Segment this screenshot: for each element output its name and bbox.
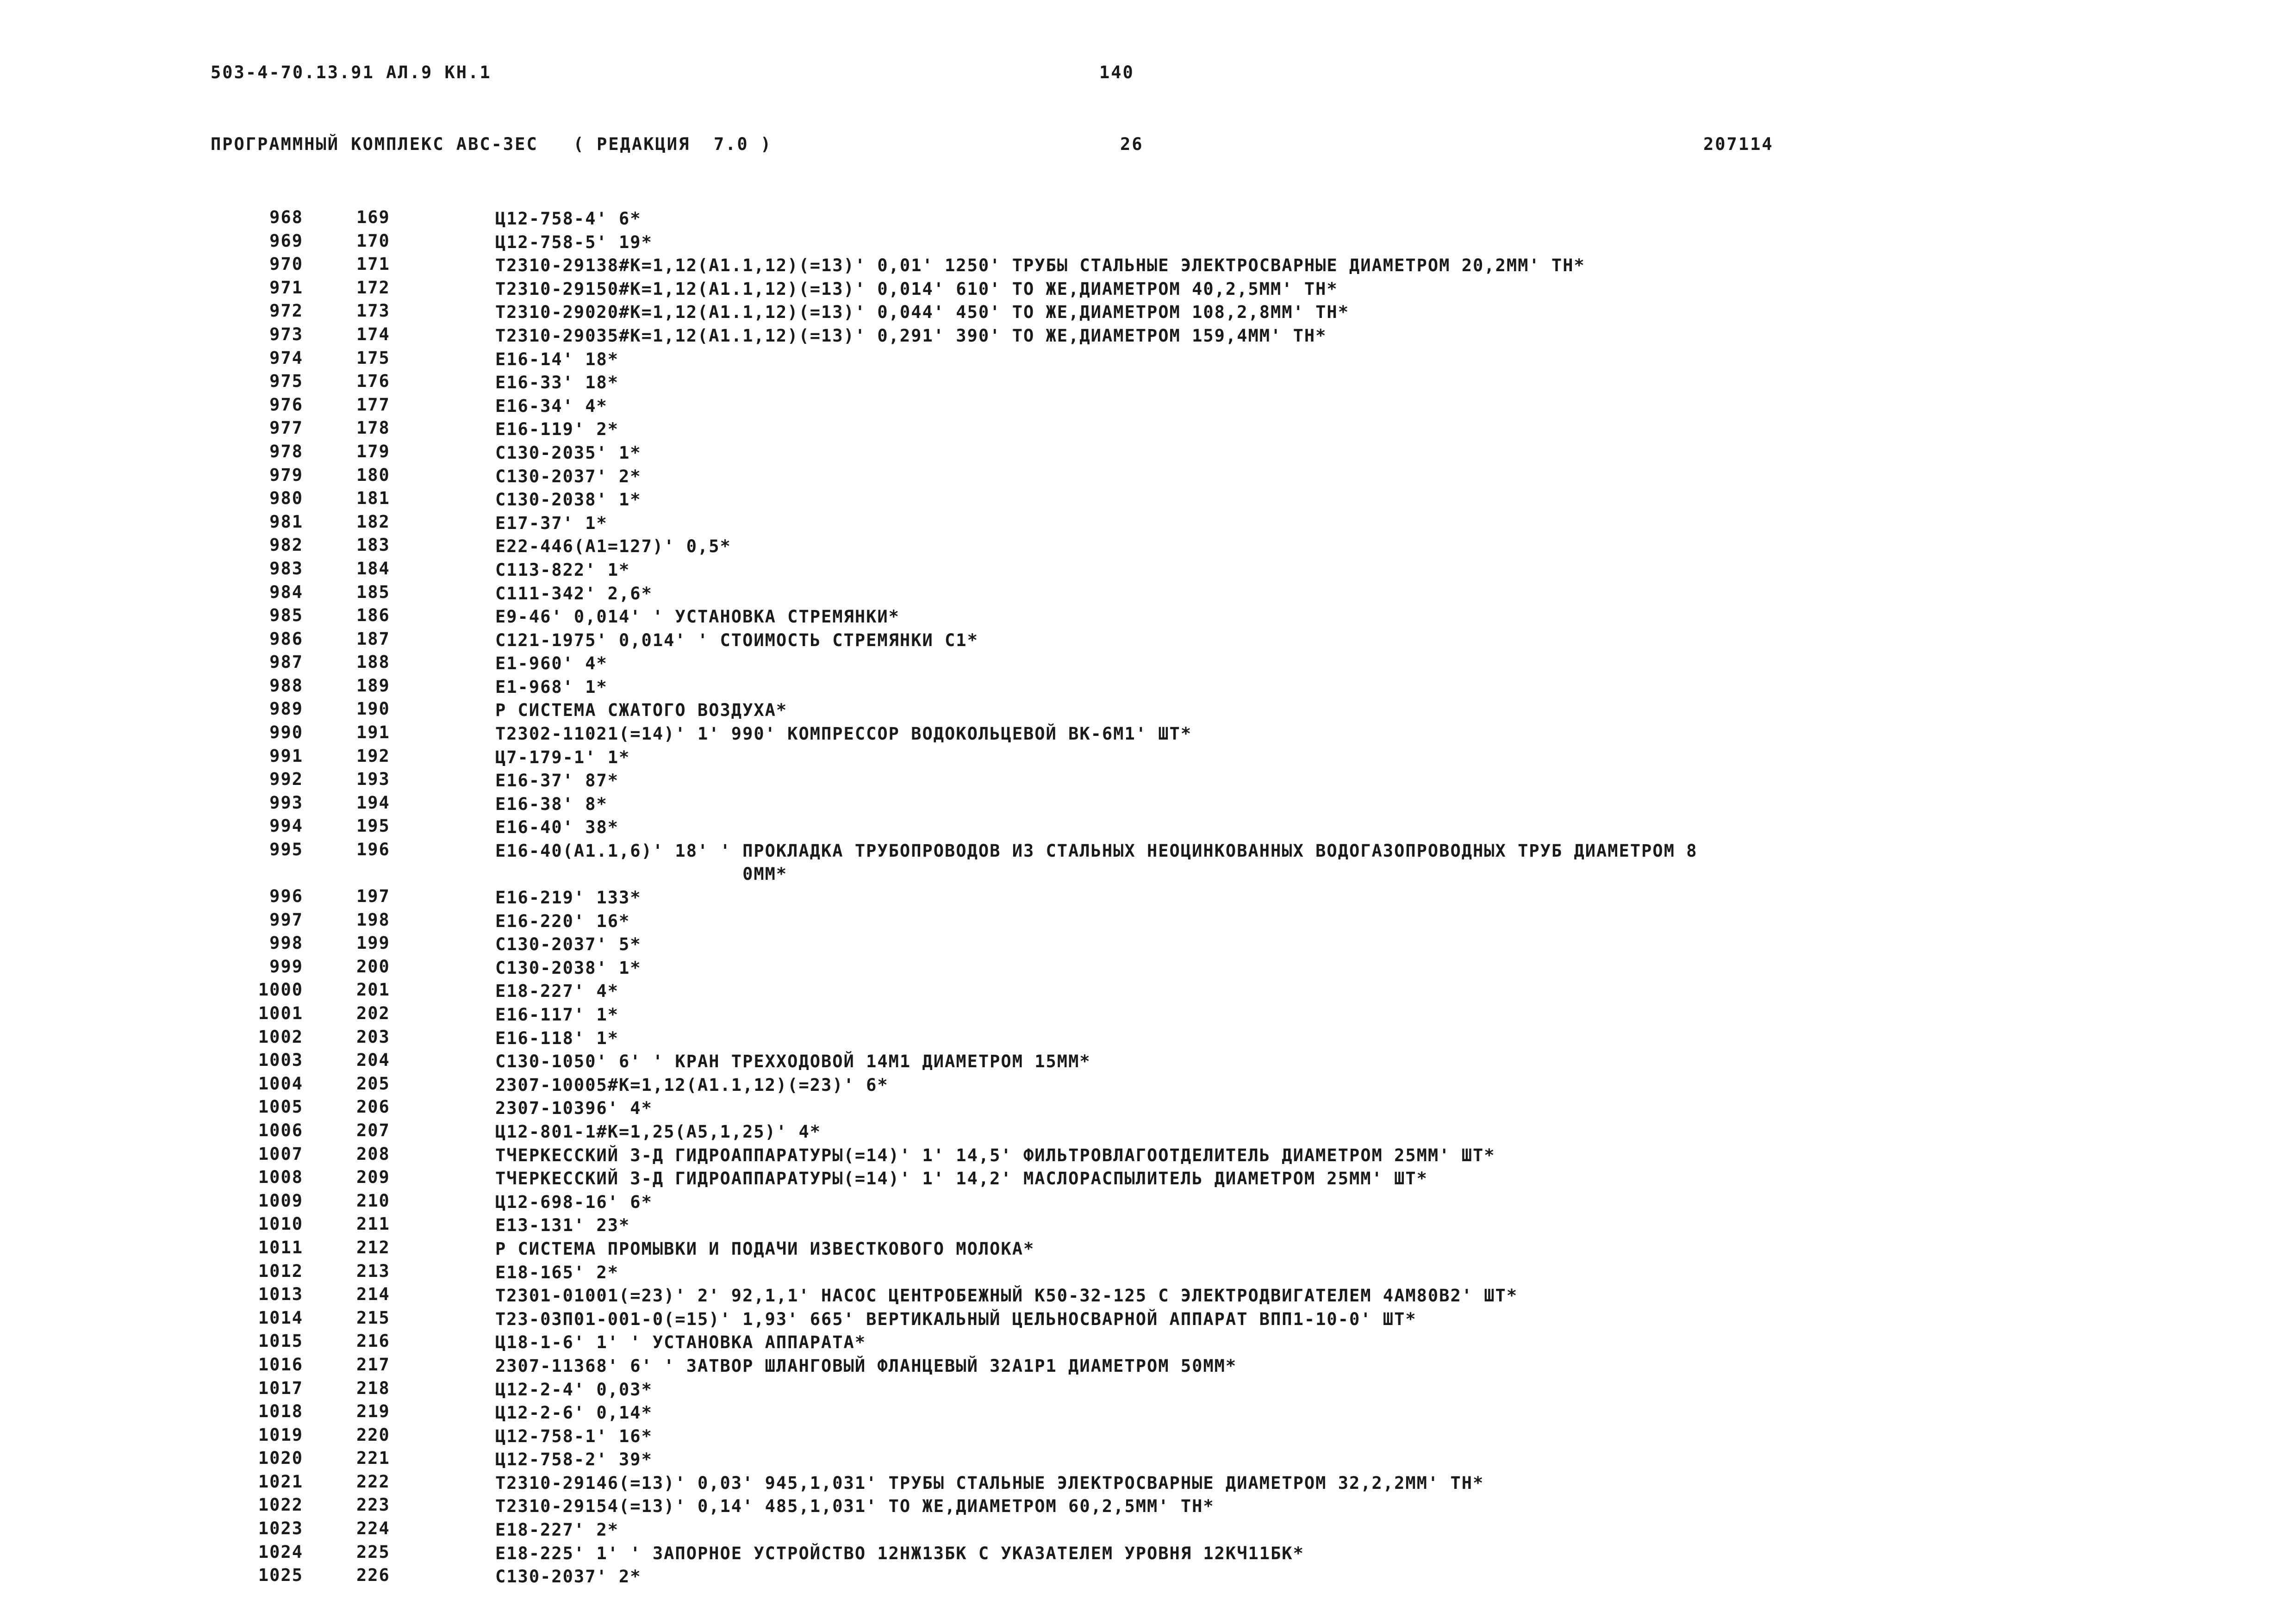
record-text: Е16-37' 87* bbox=[495, 771, 619, 791]
line-number: 977 bbox=[269, 418, 303, 438]
record-number: 187 bbox=[356, 628, 390, 649]
record-number: 183 bbox=[356, 535, 390, 555]
record-text: 2307-10396' 4* bbox=[495, 1098, 653, 1119]
record-number: 180 bbox=[356, 465, 390, 485]
record-number: 172 bbox=[356, 277, 390, 298]
record-number: 177 bbox=[356, 394, 390, 415]
record-number: 181 bbox=[356, 488, 390, 509]
line-number: 1015 bbox=[258, 1331, 303, 1351]
line-number: 1021 bbox=[258, 1471, 303, 1492]
record-text: Ц12-758-5' 19* bbox=[495, 232, 653, 252]
record-number: 182 bbox=[356, 511, 390, 532]
line-number: 993 bbox=[269, 792, 303, 813]
record-text: С130-2037' 5* bbox=[495, 934, 642, 955]
line-number: 990 bbox=[269, 722, 303, 743]
record-number: 169 bbox=[356, 207, 390, 227]
record-number: 198 bbox=[356, 909, 390, 930]
record-number: 215 bbox=[356, 1307, 390, 1328]
record-number: 226 bbox=[356, 1565, 390, 1586]
record-text: Е17-37' 1* bbox=[495, 513, 608, 533]
record-number: 175 bbox=[356, 348, 390, 368]
record-number: 212 bbox=[356, 1237, 390, 1257]
page-number: 140 bbox=[1099, 62, 1134, 82]
record-text: Р СИСТЕМА СЖАТОГО ВОЗДУХА* bbox=[495, 700, 788, 721]
record-text: Е18-225' 1' ' ЗАПОРНОЕ УСТРОЙСТВО 12НЖ13БК С УКАЗАТЕЛЕМ УРОВНЯ 12КЧ11БК* bbox=[495, 1543, 1304, 1563]
record-text: Т2310-29035#К=1,12(А1.1,12)(=13)' 0,291' 390' ТО ЖЕ,ДИАМЕТРОМ 159,4ММ' ТН* bbox=[495, 325, 1327, 346]
line-number: 999 bbox=[269, 956, 303, 977]
record-number: 200 bbox=[356, 956, 390, 977]
record-text: Ц12-2-6' 0,14* bbox=[495, 1403, 653, 1423]
record-text: Ц7-179-1' 1* bbox=[495, 747, 630, 767]
line-number: 1000 bbox=[258, 980, 303, 1000]
record-number: 191 bbox=[356, 722, 390, 743]
line-number: 985 bbox=[269, 605, 303, 626]
line-number: 978 bbox=[269, 441, 303, 461]
record-number: 193 bbox=[356, 769, 390, 790]
record-number: 186 bbox=[356, 605, 390, 626]
record-number: 195 bbox=[356, 816, 390, 836]
line-number: 970 bbox=[269, 254, 303, 274]
record-text: Т2310-29138#К=1,12(А1.1,12)(=13)' 0,01' 1250' ТРУБЫ СТАЛЬНЫЕ ЭЛЕКТРОСВАРНЫЕ ДИАМЕТРОМ 20,2ММ' ТН* bbox=[495, 255, 1585, 276]
line-number: 1009 bbox=[258, 1190, 303, 1211]
line-number: 989 bbox=[269, 699, 303, 719]
line-number: 1007 bbox=[258, 1144, 303, 1164]
line-number: 1022 bbox=[258, 1495, 303, 1515]
record-number: 184 bbox=[356, 558, 390, 579]
record-number: 202 bbox=[356, 1003, 390, 1023]
record-text: Т2310-29154(=13)' 0,14' 485,1,031' ТО ЖЕ,ДИАМЕТРОМ 60,2,5ММ' ТН* bbox=[495, 1496, 1215, 1517]
record-text: Е18-227' 2* bbox=[495, 1520, 619, 1540]
record-text: Е16-14' 18* bbox=[495, 349, 619, 369]
line-number: 1003 bbox=[258, 1050, 303, 1070]
record-text: С130-2035' 1* bbox=[495, 442, 642, 463]
record-number: 178 bbox=[356, 418, 390, 438]
line-number: 997 bbox=[269, 909, 303, 930]
line-number: 1011 bbox=[258, 1237, 303, 1257]
record-number: 208 bbox=[356, 1144, 390, 1164]
line-number: 1013 bbox=[258, 1284, 303, 1305]
record-number: 220 bbox=[356, 1425, 390, 1445]
record-number: 218 bbox=[356, 1378, 390, 1398]
record-text: С130-2037' 2* bbox=[495, 1567, 642, 1587]
record-text: С130-2038' 1* bbox=[495, 490, 642, 510]
line-number: 995 bbox=[269, 840, 303, 860]
record-text: 2307-11368' 6' ' ЗАТВОР ШЛАНГОВЫЙ ФЛАНЦЕВЫЙ 32А1Р1 ДИАМЕТРОМ 50ММ* bbox=[495, 1356, 1237, 1376]
record-text: Е18-227' 4* bbox=[495, 981, 619, 1002]
line-number: 983 bbox=[269, 558, 303, 579]
record-number: 223 bbox=[356, 1495, 390, 1515]
record-number: 204 bbox=[356, 1050, 390, 1070]
sheet-number: 26 bbox=[1120, 134, 1144, 154]
record-text: Е1-960' 4* bbox=[495, 653, 608, 674]
line-number: 1008 bbox=[258, 1167, 303, 1188]
record-number: 217 bbox=[356, 1354, 390, 1375]
record-number: 196 bbox=[356, 840, 390, 860]
record-text: 2307-10005#К=1,12(А1.1,12)(=23)' 6* bbox=[495, 1075, 889, 1095]
line-number: 1020 bbox=[258, 1448, 303, 1468]
record-text: Ц12-698-16' 6* bbox=[495, 1192, 653, 1212]
record-number: 199 bbox=[356, 933, 390, 953]
record-number: 224 bbox=[356, 1518, 390, 1539]
line-number: 1024 bbox=[258, 1542, 303, 1562]
document-code: 503-4-70.13.91 АЛ.9 КН.1 bbox=[211, 62, 492, 82]
record-text: Ц12-758-1' 16* bbox=[495, 1426, 653, 1446]
record-number: 192 bbox=[356, 746, 390, 766]
record-text: Е1-968' 1* bbox=[495, 677, 608, 697]
line-number: 1019 bbox=[258, 1425, 303, 1445]
line-number: 971 bbox=[269, 277, 303, 298]
line-number: 980 bbox=[269, 488, 303, 509]
record-number: 209 bbox=[356, 1167, 390, 1188]
line-number: 1012 bbox=[258, 1261, 303, 1281]
line-number: 1002 bbox=[258, 1027, 303, 1047]
record-text: Е16-219' 133* bbox=[495, 888, 642, 908]
record-text: Т2310-29146(=13)' 0,03' 945,1,031' ТРУБЫ СТАЛЬНЫЕ ЭЛЕКТРОСВАРНЫЕ ДИАМЕТРОМ 32,2,2ММ' ТН* bbox=[495, 1473, 1484, 1493]
record-text: Е16-117' 1* bbox=[495, 1005, 619, 1025]
record-text: Е13-131' 23* bbox=[495, 1215, 630, 1236]
line-number: 1025 bbox=[258, 1565, 303, 1586]
record-text: С130-1050' 6' ' КРАН ТРЕХХОДОВОЙ 14М1 ДИАМЕТРОМ 15ММ* bbox=[495, 1052, 1091, 1072]
record-number: 173 bbox=[356, 301, 390, 321]
record-number: 201 bbox=[356, 980, 390, 1000]
record-text: Р СИСТЕМА ПРОМЫВКИ И ПОДАЧИ ИЗВЕСТКОВОГО МОЛОКА* bbox=[495, 1238, 1035, 1259]
line-number: 972 bbox=[269, 301, 303, 321]
line-number: 1014 bbox=[258, 1307, 303, 1328]
record-text: Ц12-2-4' 0,03* bbox=[495, 1379, 653, 1400]
record-number: 185 bbox=[356, 582, 390, 602]
record-number: 174 bbox=[356, 324, 390, 344]
document-id: 207114 bbox=[1703, 134, 1774, 154]
record-number: 219 bbox=[356, 1401, 390, 1422]
record-number: 171 bbox=[356, 254, 390, 274]
line-number: 986 bbox=[269, 628, 303, 649]
line-number: 998 bbox=[269, 933, 303, 953]
record-number: 205 bbox=[356, 1073, 390, 1094]
record-number: 211 bbox=[356, 1214, 390, 1234]
record-number: 213 bbox=[356, 1261, 390, 1281]
line-number: 992 bbox=[269, 769, 303, 790]
record-number: 221 bbox=[356, 1448, 390, 1468]
record-text: С121-1975' 0,014' ' СТОИМОСТЬ СТРЕМЯНКИ С1* bbox=[495, 630, 978, 650]
line-number: 979 bbox=[269, 465, 303, 485]
record-text: Ц12-758-4' 6* bbox=[495, 209, 642, 229]
line-number: 1017 bbox=[258, 1378, 303, 1398]
line-number: 994 bbox=[269, 816, 303, 836]
record-text: Е18-165' 2* bbox=[495, 1262, 619, 1282]
line-number: 987 bbox=[269, 652, 303, 672]
line-number: 1004 bbox=[258, 1073, 303, 1094]
record-number: 179 bbox=[356, 441, 390, 461]
record-text: Т2310-29020#К=1,12(А1.1,12)(=13)' 0,044' 450' ТО ЖЕ,ДИАМЕТРОМ 108,2,8ММ' ТН* bbox=[495, 302, 1349, 323]
line-number: 996 bbox=[269, 886, 303, 907]
record-number: 203 bbox=[356, 1027, 390, 1047]
record-number: 207 bbox=[356, 1120, 390, 1140]
record-number: 216 bbox=[356, 1331, 390, 1351]
record-text: ТЧЕРКЕССКИЙ З-Д ГИДРОАППАРАТУРЫ(=14)' 1' 14,2' МАСЛОРАСПЫЛИТЕЛЬ ДИАМЕТРОМ 25ММ' ШТ* bbox=[495, 1169, 1428, 1189]
line-number: 982 bbox=[269, 535, 303, 555]
record-text: Ц12-758-2' 39* bbox=[495, 1450, 653, 1470]
line-number: 973 bbox=[269, 324, 303, 344]
record-number: 188 bbox=[356, 652, 390, 672]
record-text: Е16-119' 2* bbox=[495, 419, 619, 440]
record-number: 176 bbox=[356, 371, 390, 392]
line-number: 1006 bbox=[258, 1120, 303, 1140]
line-number: 1023 bbox=[258, 1518, 303, 1539]
line-number: 1010 bbox=[258, 1214, 303, 1234]
line-number: 1005 bbox=[258, 1097, 303, 1117]
line-number: 974 bbox=[269, 348, 303, 368]
record-text: Е22-446(А1=127)' 0,5* bbox=[495, 536, 731, 557]
record-text: Е16-40' 38* bbox=[495, 817, 619, 838]
record-number: 206 bbox=[356, 1097, 390, 1117]
record-number: 189 bbox=[356, 675, 390, 696]
program-title: ПРОГРАММНЫЙ КОМПЛЕКС АВС-3ЕС ( РЕДАКЦИЯ 7.0 ) bbox=[211, 134, 773, 154]
record-number: 214 bbox=[356, 1284, 390, 1305]
line-number: 968 bbox=[269, 207, 303, 227]
line-number: 969 bbox=[269, 230, 303, 251]
line-number: 981 bbox=[269, 511, 303, 532]
record-number: 194 bbox=[356, 792, 390, 813]
line-number: 976 bbox=[269, 394, 303, 415]
line-number: 1018 bbox=[258, 1401, 303, 1422]
record-text: Ц12-801-1#К=1,25(А5,1,25)' 4* bbox=[495, 1121, 822, 1142]
record-text: С130-2038' 1* bbox=[495, 958, 642, 978]
record-text: С130-2037' 2* bbox=[495, 466, 642, 486]
line-number: 988 bbox=[269, 675, 303, 696]
record-number: 222 bbox=[356, 1471, 390, 1492]
record-text: Е16-34' 4* bbox=[495, 396, 608, 416]
record-text: Ц18-1-6' 1' ' УСТАНОВКА АППАРАТА* bbox=[495, 1332, 866, 1353]
record-text: Е16-40(А1.1,6)' 18' ' ПРОКЛАДКА ТРУБОПРОВОДОВ ИЗ СТАЛЬНЫХ НЕОЦИНКОВАННЫХ ВОДОГАЗОПРОВОДНЫХ ТРУБ ДИАМЕТРОМ 8 0ММ* bbox=[495, 841, 1698, 884]
record-text: С111-342' 2,6* bbox=[495, 583, 653, 604]
record-text: Е16-38' 8* bbox=[495, 794, 608, 814]
line-number: 1001 bbox=[258, 1003, 303, 1023]
record-text: Т2302-11021(=14)' 1' 990' КОМПРЕССОР ВОДОКОЛЬЦЕВОЙ ВК-6М1' ШТ* bbox=[495, 724, 1192, 744]
record-number: 190 bbox=[356, 699, 390, 719]
record-text: Е9-46' 0,014' ' УСТАНОВКА СТРЕМЯНКИ* bbox=[495, 607, 900, 627]
record-text: Е16-33' 18* bbox=[495, 373, 619, 393]
record-text: Е16-220' 16* bbox=[495, 911, 630, 931]
line-number: 1016 bbox=[258, 1354, 303, 1375]
record-text: Е16-118' 1* bbox=[495, 1028, 619, 1048]
record-number: 225 bbox=[356, 1542, 390, 1562]
record-number: 170 bbox=[356, 230, 390, 251]
record-number: 210 bbox=[356, 1190, 390, 1211]
record-text: ТЧЕРКЕССКИЙ З-Д ГИДРОАППАРАТУРЫ(=14)' 1' 14,5' ФИЛЬТРОВЛАГООТДЕЛИТЕЛЬ ДИАМЕТРОМ 25ММ' ШТ* bbox=[495, 1145, 1495, 1165]
line-number: 991 bbox=[269, 746, 303, 766]
line-number: 975 bbox=[269, 371, 303, 392]
record-text: Т2310-29150#К=1,12(А1.1,12)(=13)' 0,014' 610' ТО ЖЕ,ДИАМЕТРОМ 40,2,5ММ' ТН* bbox=[495, 279, 1338, 299]
record-text: С113-822' 1* bbox=[495, 560, 630, 580]
record-number: 197 bbox=[356, 886, 390, 907]
record-text: Т23-03П01-001-0(=15)' 1,93' 665' ВЕРТИКАЛЬНЫЙ ЦЕЛЬНОСВАРНОЙ АППАРАТ ВПП1-10-0' ШТ* bbox=[495, 1309, 1417, 1329]
record-text: Т2301-01001(=23)' 2' 92,1,1' НАСОС ЦЕНТРОБЕЖНЫЙ К50-32-125 С ЭЛЕКТРОДВИГАТЕЛЕМ 4АМ80В2' ШТ* bbox=[495, 1286, 1518, 1306]
line-number: 984 bbox=[269, 582, 303, 602]
